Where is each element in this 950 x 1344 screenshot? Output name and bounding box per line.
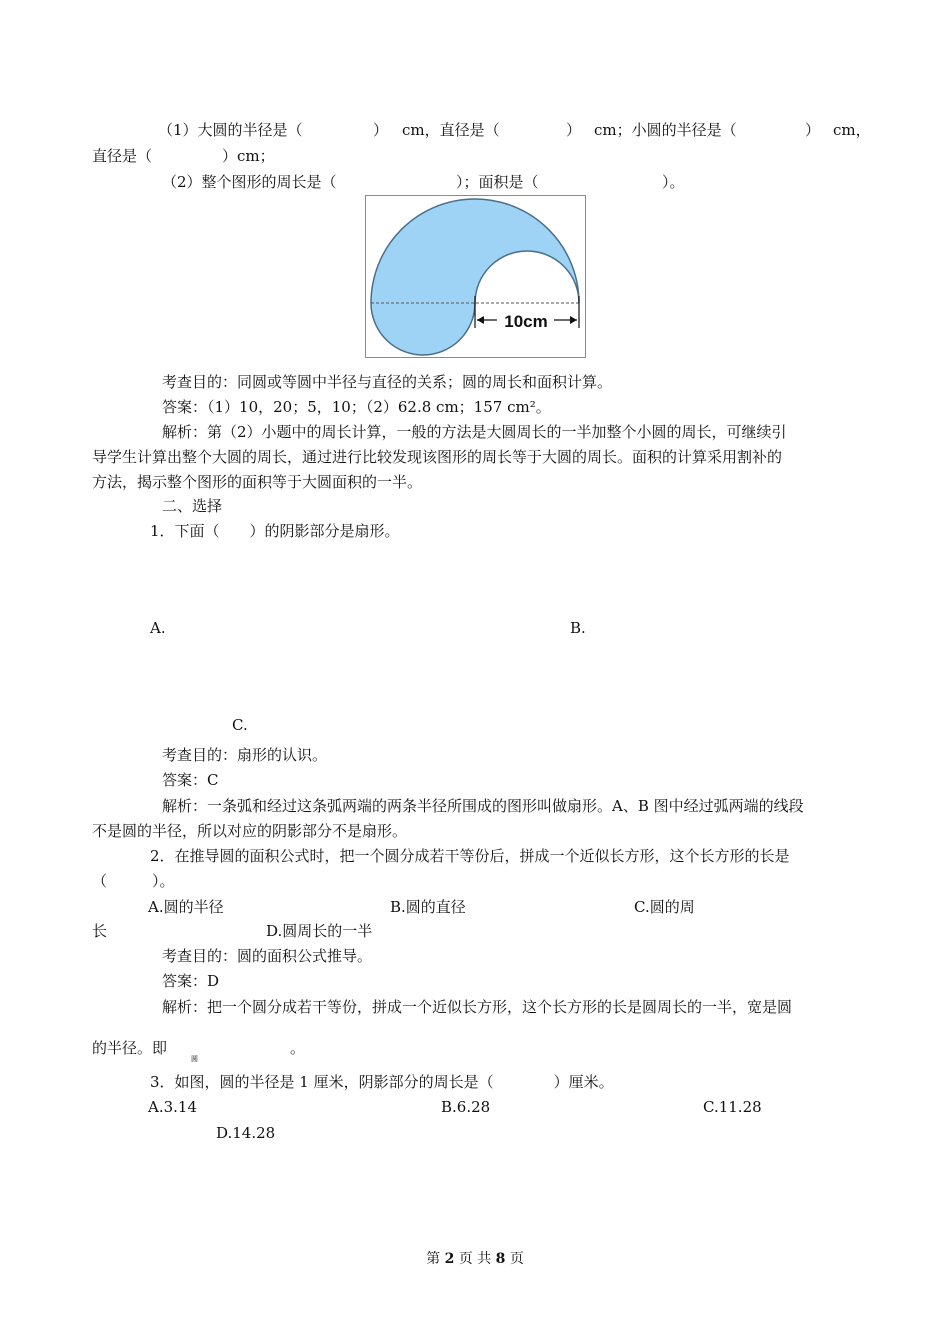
semicircle-diagram xyxy=(366,196,585,357)
objective-text: 考查目的：扇形的认识。 xyxy=(162,746,328,764)
arrowhead-right xyxy=(570,316,577,324)
analysis-text: 解析：一条弧和经过这条弧两端的两条半径所围成的图形叫做扇形。A、B 图中经过弧两端的线段 xyxy=(162,797,804,815)
option-b: B. xyxy=(570,619,586,637)
q-paren-close: ） xyxy=(805,121,821,139)
footer-pre: 第 xyxy=(426,1251,441,1267)
objective-text: 考查目的：圆的面积公式推导。 xyxy=(162,947,373,965)
q-small-diameter-unit: ）cm； xyxy=(222,147,275,165)
footer-mid: 页 共 xyxy=(458,1251,492,1267)
question-2-blank: （ ）。 xyxy=(92,872,175,890)
q-small-radius-label: cm；小圆的半径是（ xyxy=(594,121,737,139)
option-c: C. xyxy=(232,716,248,734)
analysis-period: 。 xyxy=(290,1039,306,1057)
q-small-diameter-label: 直径是（ xyxy=(92,147,153,165)
question-1: 1．下面（ ）的阴影部分是扇形。 xyxy=(150,522,400,540)
q-unit: cm， xyxy=(833,121,871,139)
q3-option-d: D.14.28 xyxy=(216,1124,276,1142)
analysis-text: 导学生计算出整个大圆的周长，通过进行比较发现该图形的周长等于大圆的周长。面积的计算采用割补的 xyxy=(92,448,783,466)
q3-option-c: C.11.28 xyxy=(703,1098,762,1116)
q-paren-close: ） xyxy=(566,121,582,139)
q2-option-b: B.圆的直径 xyxy=(390,898,466,916)
analysis-text: 解析：把一个圆分成若干等份，拼成一个近似长方形，这个长方形的长是圆周长的一半，宽是圆 xyxy=(162,998,793,1016)
section-heading: 二、选择 xyxy=(162,497,223,515)
q-perimeter-label: （2）整个图形的周长是（ xyxy=(162,173,337,191)
page-number: 2 xyxy=(444,1251,455,1267)
objective-text: 考查目的：同圆或等圆中半径与直径的关系；圆的周长和面积计算。 xyxy=(162,373,613,391)
q-paren-end: ）。 xyxy=(662,173,685,191)
answer-text: 答案：D xyxy=(162,972,220,990)
page-footer xyxy=(0,1248,950,1268)
formula-subscript: 圆 xyxy=(191,1055,198,1063)
q2-option-a: A.圆的半径 xyxy=(148,898,224,916)
q-paren-close: ） xyxy=(373,121,389,139)
analysis-text: 解析：第（2）小题中的周长计算，一般的方法是大圆周长的一半加整个小圆的周长，可继续引 xyxy=(162,423,787,441)
q2-option-c-cont: 长 xyxy=(92,922,108,940)
q2-option-c: C.圆的周 xyxy=(634,898,695,916)
question-3: 3．如图，圆的半径是 1 厘米，阴影部分的周长是（ ）厘米。 xyxy=(150,1073,614,1091)
analysis-text: 不是圆的半径，所以对应的阴影部分不是扇形。 xyxy=(92,822,408,840)
q2-option-d: D.圆周长的一半 xyxy=(266,922,373,940)
shaded-shape xyxy=(371,199,579,355)
analysis-text: 方法，揭示整个图形的面积等于大圆面积的一半。 xyxy=(92,473,423,491)
q-area-label: ）；面积是（ xyxy=(456,173,539,191)
semicircle-figure xyxy=(365,195,586,358)
option-a: A. xyxy=(150,619,166,637)
analysis-text: 的半径。即 xyxy=(92,1039,168,1057)
page-total: 8 xyxy=(495,1251,506,1267)
answer-text: 答案：（1）10，20；5，10；（2）62.8 cm；157 cm²。 xyxy=(162,398,551,416)
q-big-radius-label: （1）大圆的半径是（ xyxy=(158,121,303,139)
dimension-label: 10cm xyxy=(504,312,548,331)
answer-text: 答案：C xyxy=(162,771,219,789)
question-2: 2．在推导圆的面积公式时，把一个圆分成若干等份后，拼成一个近似长方形，这个长方形的长是 xyxy=(150,847,790,865)
arrowhead-left xyxy=(477,316,484,324)
q-diameter-label: cm，直径是（ xyxy=(402,121,500,139)
q3-option-a: A.3.14 xyxy=(148,1098,197,1116)
q3-option-b: B.6.28 xyxy=(441,1098,491,1116)
footer-post: 页 xyxy=(509,1251,524,1267)
